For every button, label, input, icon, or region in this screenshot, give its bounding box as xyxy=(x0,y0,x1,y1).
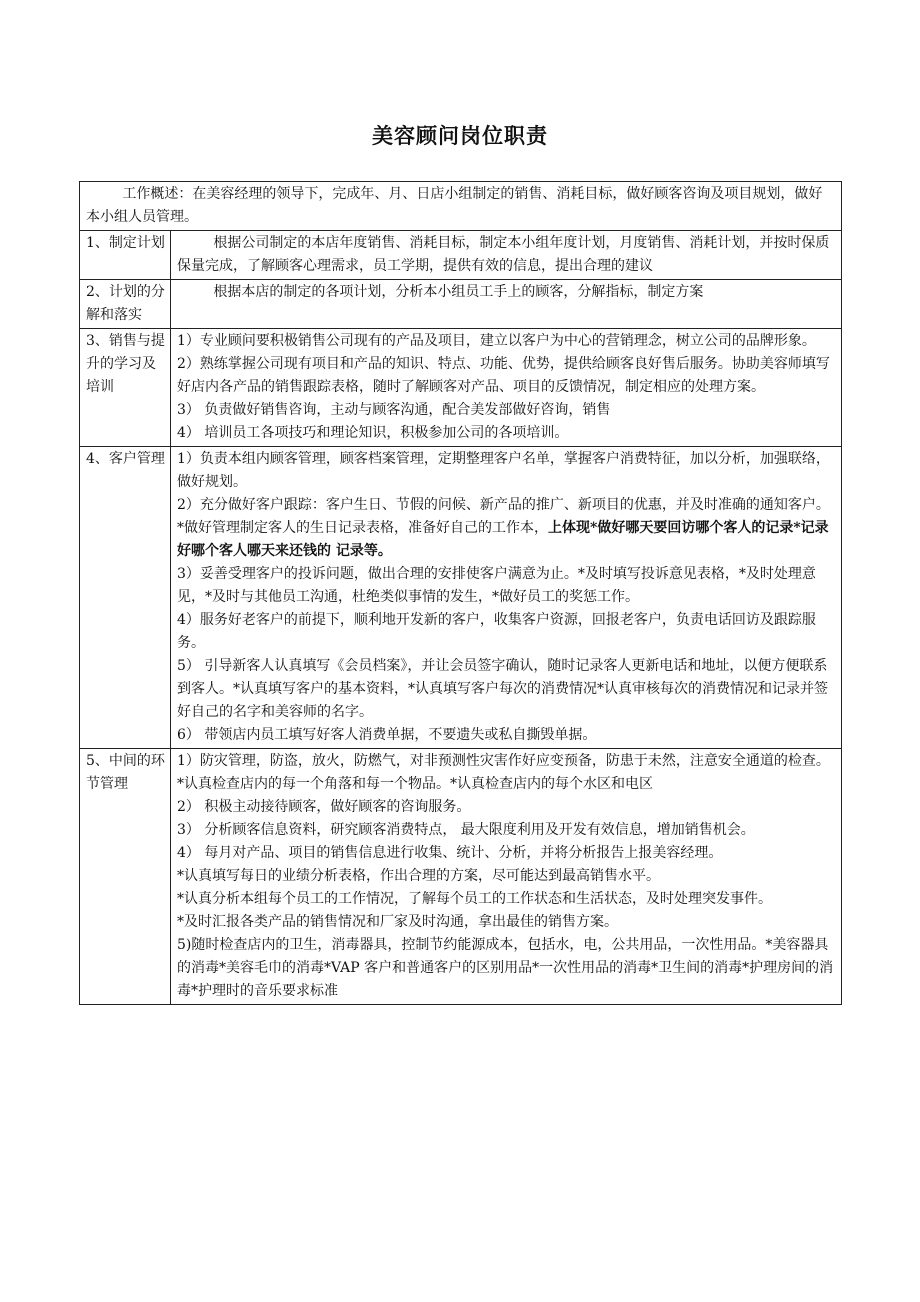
row-content xyxy=(171,749,842,1005)
row-label: 3、销售与提升的学习及培训 xyxy=(80,329,171,447)
table-row xyxy=(80,329,842,447)
row-content xyxy=(171,447,842,749)
paragraph: 4） 每月对产品、项目的销售信息进行收集、统计、分析，并将分析报告上报美容经理。 xyxy=(177,845,723,861)
paragraph: 1）负责本组内顾客管理，顾客档案管理，定期整理客户名单，掌握客户消费特征，加以分析，加强联络，做好规划。 xyxy=(177,451,830,490)
paragraph-bold-text: 上体现*做好哪天要回访哪个客人的记录*记录好哪个客人哪天来还钱的 记录等。 xyxy=(177,520,829,559)
paragraph: 5)随时检查店内的卫生，消毒器具，控制节约能源成本，包括水，电，公共用品，一次性用品。*美容器具的消毒*美容毛巾的消毒*VAP 客户和普通客户的区别用品*一次性用品的消毒*卫生间的消毒*护理房间的消毒*护理时的音乐要求标准 xyxy=(177,937,834,999)
duty-table xyxy=(79,181,842,1005)
paragraph: 5） 引导新客人认真填写《会员档案》，并让会员签字确认，随时记录客人更新电话和地址，以便方便联系到客人。*认真填写客户的基本资料，*认真填写客户每次的消费情况*认真审核每次的消费情况和记录并签好自己的名字和美容师的名字。 xyxy=(177,658,828,720)
paragraph: 6） 带领店内员工填写好客人消费单据，不要遗失或私自撕毁单据。 xyxy=(177,727,597,743)
table-row xyxy=(80,231,842,280)
paragraph: 1）防灾管理，防盗，放火，防燃气，对非预测性灾害作好应变预备，防患于未然，注意安全通道的检查。*认真检查店内的每一个角落和每一个物品。*认真检查店内的每个水区和电区 xyxy=(177,753,830,792)
page-title: 美容顾问岗位职责 xyxy=(372,123,548,148)
row-content xyxy=(171,329,842,447)
row-label: 2、计划的分解和落实 xyxy=(80,280,171,329)
paragraph: *及时汇报各类产品的销售情况和厂家及时沟通，拿出最佳的销售方案。 xyxy=(177,914,618,930)
paragraph: 1）专业顾问要积极销售公司现有的产品及项目，建立以客户为中心的营销理念，树立公司的品牌形象。 xyxy=(177,333,816,349)
paragraph: 2） 积极主动接待顾客，做好顾客的咨询服务。 xyxy=(177,799,471,815)
paragraph: 2）熟练掌握公司现有项目和产品的知识、特点、功能、优势，提供给顾客良好售后服务。协助美容师填写好店内各产品的销售跟踪表格，随时了解顾客对产品、项目的反馈情况，制定相应的处理方案。 xyxy=(177,356,830,395)
row-content xyxy=(171,280,842,329)
paragraph: *认真填写每日的业绩分析表格，作出合理的方案，尽可能达到最高销售水平。 xyxy=(177,868,660,884)
table-row xyxy=(80,447,842,749)
paragraph: 4） 培训员工各项技巧和理论知识，积极参加公司的各项培训。 xyxy=(177,425,569,441)
paragraph: 根据本店的制定的各项计划，分析本小组员工手上的顾客，分解指标，制定方案 xyxy=(213,284,704,300)
row-label: 1、制定计划 xyxy=(80,231,171,280)
paragraph: *认真分析本组每个员工的工作情况，了解每个员工的工作状态和生活状态，及时处理突发事件。 xyxy=(177,891,772,907)
overview-row xyxy=(80,182,842,231)
table-row xyxy=(80,280,842,329)
row-label: 5、中间的环节管理 xyxy=(80,749,171,1005)
paragraph-text: 2）充分做好客户跟踪：客户生日、节假的问候、新产品的推广、新项目的优惠，并及时准确的通知客户。*做好管理制定客人的生日记录表格，准备好自己的工作本， xyxy=(177,497,830,536)
row-content xyxy=(171,231,842,280)
paragraph: 3） 分析顾客信息资料，研究顾客消费特点， 最大限度利用及开发有效信息，增加销售机会。 xyxy=(177,822,755,838)
paragraph: 根据公司制定的本店年度销售、消耗目标，制定本小组年度计划，月度销售、消耗计划，并按时保质保量完成，了解顾客心理需求，员工学期，提供有效的信息，提出合理的建议 xyxy=(177,235,830,274)
row-label: 4、客户管理 xyxy=(80,447,171,749)
paragraph: 4）服务好老客户的前提下，顺利地开发新的客户，收集客户资源，回报老客户，负责电话回访及跟踪服务。 xyxy=(177,612,816,651)
paragraph: 3） 负责做好销售咨询，主动与顾客沟通，配合美发部做好咨询，销售 xyxy=(177,402,611,418)
overview-text: 工作概述：在美容经理的领导下，完成年、月、日店小组制定的销售、消耗目标，做好顾客咨询及项目规划，做好本小组人员管理。 xyxy=(80,182,842,231)
paragraph xyxy=(177,494,836,563)
table-row xyxy=(80,749,842,1005)
paragraph: 3）妥善受理客户的投诉问题，做出合理的安排使客户满意为止。*及时填写投诉意见表格，*及时处理意见，*及时与其他员工沟通，杜绝类似事情的发生，*做好员工的奖惩工作。 xyxy=(177,566,816,605)
